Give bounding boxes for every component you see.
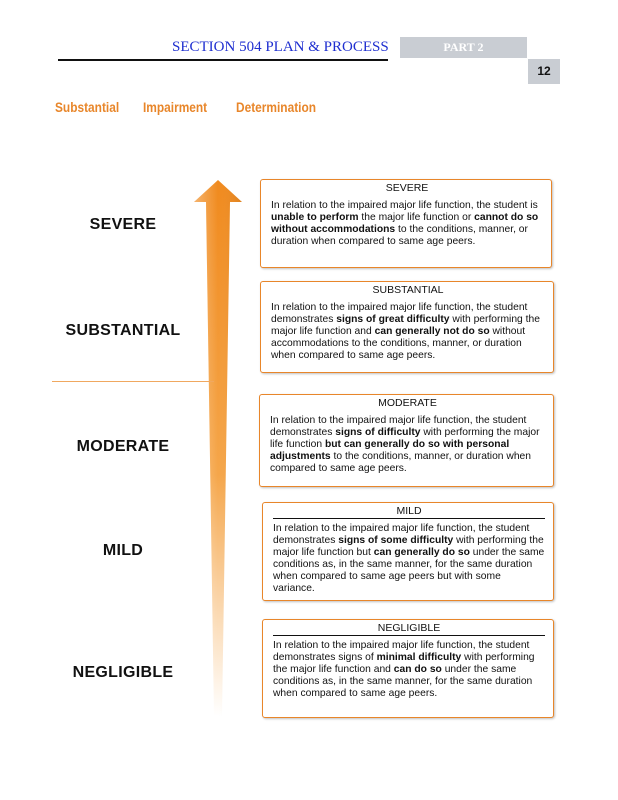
box-description: In relation to the impaired major life function, the student is unable to perform the major life function or cannot do so without accommodations to the conditions, manner, or duration when compared to same age peers. <box>271 200 539 247</box>
box-title: SEVERE <box>385 182 429 194</box>
box-negligible <box>262 619 554 718</box>
severity-arrow <box>192 178 244 718</box>
subheading-impairment: Impairment <box>143 99 208 115</box>
box-description: In relation to the impaired major life function, the student demonstrates signs of minimal difficulty with performing the major life function and can do so under the same conditions as, in the same manner, for the same duration when compared to same age peers. <box>273 640 535 699</box>
part-label: PART 2 <box>400 37 527 58</box>
box-description: In relation to the impaired major life function, the student demonstrates signs of great difficulty with performing the major life function and can generally not do so without accommodations to the conditions, manner, or duration when compared to same age peers. <box>271 302 540 361</box>
header-rule <box>58 59 388 61</box>
box-mild <box>262 502 554 601</box>
box-title: MILD <box>273 505 545 519</box>
level-negligible: NEGLIGIBLE <box>72 664 174 681</box>
level-moderate: MODERATE <box>76 438 170 455</box>
subheading-determination: Determination <box>236 99 317 115</box>
box-description: In relation to the impaired major life function, the student demonstrates signs of difficulty with performing the major life function but can generally do so with personal adjustments to the conditions, manner, or duration when compared to same age peers. <box>270 415 540 474</box>
level-substantial: SUBSTANTIAL <box>65 322 181 339</box>
box-title: SUBSTANTIAL <box>372 284 444 296</box>
level-mild: MILD <box>102 542 144 559</box>
box-description: In relation to the impaired major life function, the student demonstrates signs of some difficulty with performing the major life function but can generally do so under the same conditions as, in the same manner, for the same duration when compared to same age peers but with some variance. <box>273 523 545 594</box>
page-number: 12 <box>528 59 560 84</box>
zone-divider <box>52 381 214 382</box>
header-title: SECTION 504 PLAN & PROCESS <box>172 39 389 55</box>
box-moderate <box>259 394 554 487</box>
box-substantial <box>260 281 554 373</box>
level-severe: SEVERE <box>89 216 157 233</box>
box-severe <box>260 179 552 268</box>
box-title: NEGLIGIBLE <box>273 622 545 636</box>
subheading-substantial: Substantial <box>55 99 120 115</box>
box-title: MODERATE <box>378 397 437 409</box>
